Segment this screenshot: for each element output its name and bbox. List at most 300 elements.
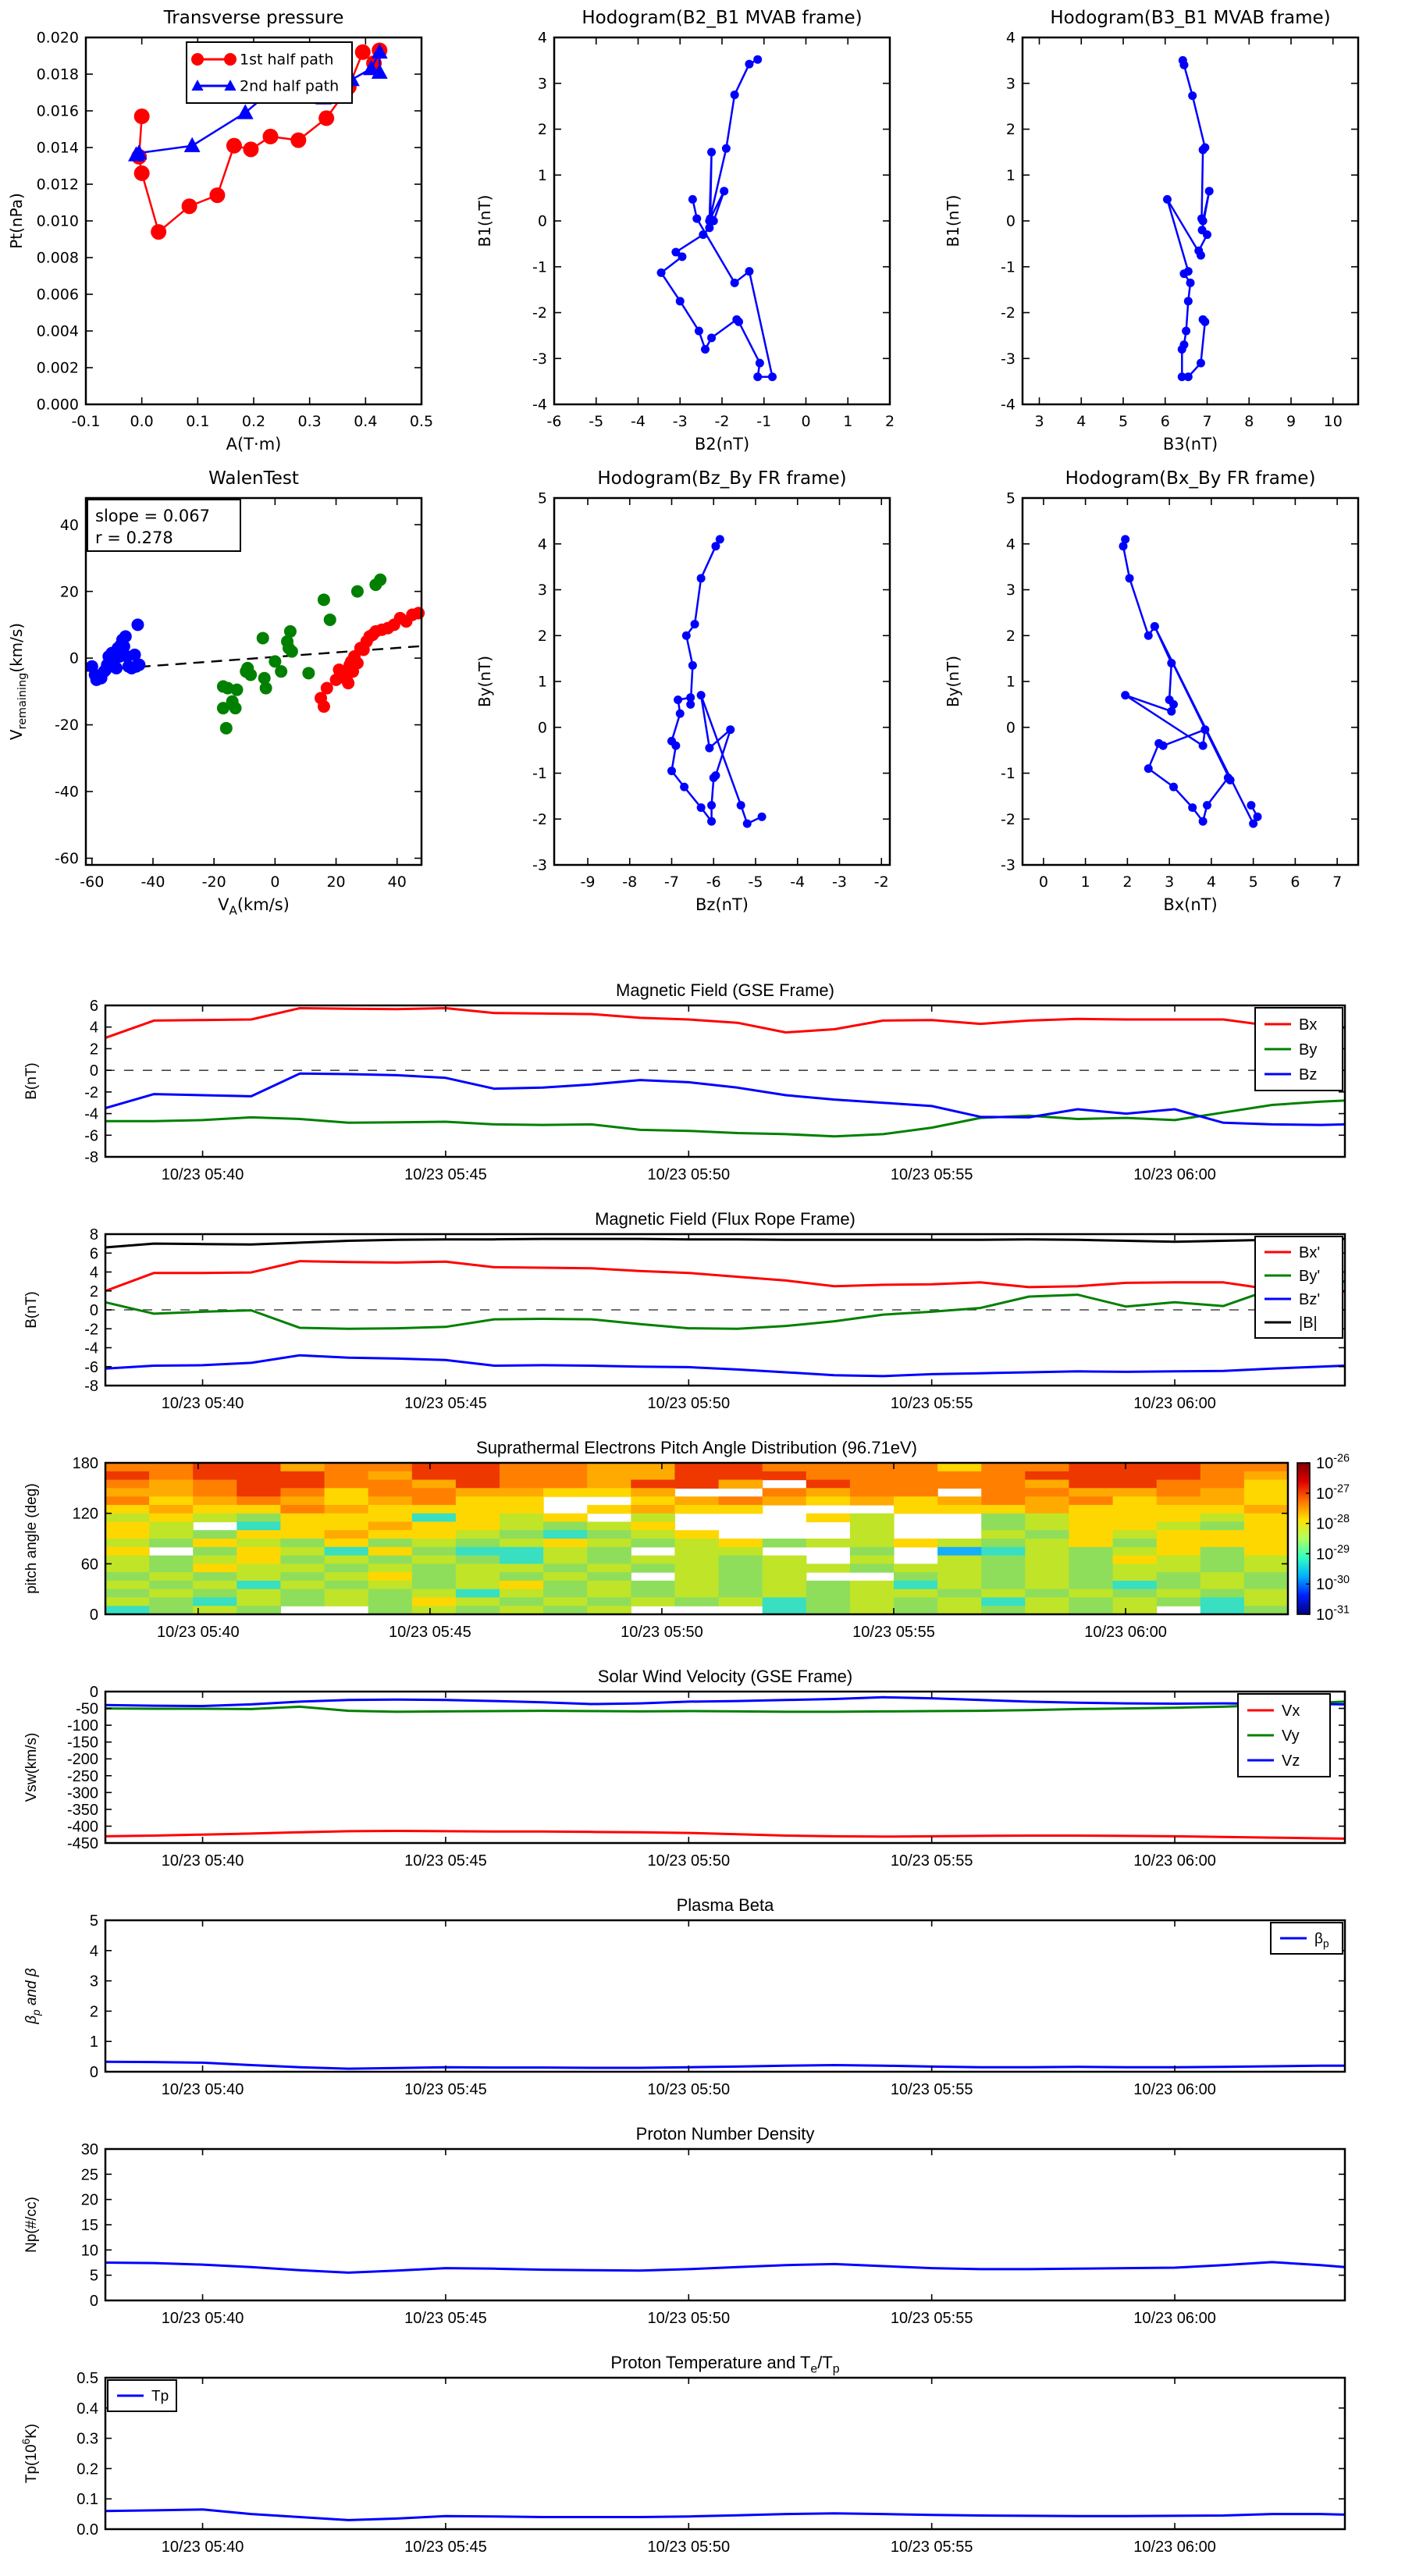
y-tick-label: 0.006: [36, 286, 79, 304]
x-tick-label: -2: [714, 413, 730, 430]
circle-marker: [745, 60, 753, 69]
x-tick-label: 0.1: [186, 413, 210, 430]
legend-label: Tp: [151, 2388, 169, 2405]
x-tick-label: 10/23 05:50: [647, 1395, 731, 1412]
legend-label: 1st half path: [240, 51, 334, 69]
circle-marker: [768, 372, 777, 381]
colorbar-label: $10^{-29}$: [1316, 1543, 1350, 1564]
x-tick-label: -5: [589, 413, 604, 430]
panel-title: WalenTest: [208, 468, 299, 489]
x-tick-label: 8: [1244, 413, 1254, 430]
y-tick-label: -1: [1001, 765, 1016, 783]
circle-marker: [1151, 622, 1159, 631]
y-tick-label: 4: [1005, 29, 1016, 47]
y-tick-label: 180: [72, 1455, 98, 1472]
x-tick-label: 10/23 05:40: [161, 1852, 244, 1870]
circle-marker: [720, 187, 728, 195]
circle-marker: [1197, 251, 1205, 260]
circle-marker: [1169, 783, 1178, 792]
x-tick-label: 2: [884, 413, 895, 430]
x-axis-label: $V_A(km/s)$: [218, 895, 290, 918]
circle-marker: [1163, 195, 1172, 204]
circle-marker: [286, 646, 298, 658]
x-tick-label: -0.1: [71, 413, 101, 430]
circle-marker: [699, 230, 707, 239]
circle-marker: [1184, 372, 1193, 381]
circle-marker: [1226, 776, 1235, 785]
annotation-line: slope = 0.067: [95, 507, 210, 525]
x-tick-label: 10/23 05:45: [404, 1166, 487, 1183]
legend-label: 2nd half path: [240, 77, 340, 95]
x-tick-label: 10/23 05:50: [647, 2081, 731, 2098]
y-tick-label: 0.010: [36, 212, 79, 230]
y-tick-label: 0: [1005, 719, 1016, 737]
y-tick-label: -2: [532, 304, 547, 322]
circle-marker: [324, 614, 336, 626]
circle-marker: [151, 224, 166, 240]
x-tick-label: 10/23 05:50: [647, 2310, 731, 2327]
circle-marker: [657, 269, 666, 277]
circle-marker: [671, 742, 680, 750]
y-tick-label: 4: [89, 1019, 98, 1037]
circle-marker: [351, 585, 364, 598]
y-tick-label: 0.008: [36, 249, 79, 267]
circle-marker: [1121, 691, 1129, 699]
y-axis-label: $\beta_p$ and β: [23, 1968, 42, 2024]
y-tick-label: -60: [54, 850, 79, 868]
legend-label: Bz': [1299, 1291, 1321, 1308]
x-tick-label: -8: [622, 873, 638, 891]
y-tick-label: 0.0: [76, 2521, 98, 2539]
y-tick-label: 4: [537, 29, 547, 47]
colorbar-label: $10^{-26}$: [1316, 1452, 1350, 1472]
circle-marker: [1200, 725, 1209, 734]
y-tick-label: -1: [1001, 258, 1016, 276]
x-tick-label: 5: [1118, 413, 1129, 430]
colorbar-label: $10^{-31}$: [1316, 1603, 1350, 1624]
x-tick-label: 6: [1160, 413, 1170, 430]
circle-marker: [701, 345, 710, 354]
circle-marker: [290, 133, 306, 148]
y-tick-label: 0.020: [36, 29, 79, 47]
panel-magnetic-field-gse: [0, 977, 1405, 1206]
x-tick-label: 10/23 05:45: [389, 1624, 471, 1641]
legend-label: By: [1299, 1041, 1318, 1059]
x-tick-label: 0: [270, 873, 280, 891]
circle-marker: [318, 593, 330, 606]
y-tick-label: 2: [89, 2003, 98, 2021]
x-tick-label: 7: [1332, 873, 1343, 891]
axes-border: [554, 498, 890, 865]
x-tick-label: 10/23 05:40: [161, 2310, 244, 2327]
y-tick-label: 0.000: [36, 396, 79, 414]
y-tick-label: 3: [1005, 75, 1016, 93]
circle-marker: [753, 372, 762, 381]
y-tick-label: 6: [89, 998, 98, 1015]
annotation-box: [87, 500, 240, 551]
x-tick-label: 10/23 05:40: [161, 1395, 244, 1412]
panel-magnetic-field-flux-rope: [0, 1206, 1405, 1435]
circle-marker: [412, 607, 425, 619]
x-tick-label: 10/23 05:45: [404, 2539, 487, 2556]
y-tick-label: -2: [84, 1321, 98, 1339]
y-tick-label: 2: [537, 121, 547, 139]
y-tick-label: 15: [80, 2217, 98, 2234]
x-tick-label: 10/23 05:45: [404, 1852, 487, 1870]
x-axis-label: A(T·m): [226, 435, 282, 454]
circle-marker: [731, 91, 739, 99]
y-tick-label: 0.1: [76, 2491, 98, 2509]
colorbar: [1297, 1453, 1350, 1624]
x-tick-label: -2: [873, 873, 889, 891]
axes-border: [105, 2149, 1345, 2300]
y-tick-label: 30: [80, 2141, 98, 2158]
circle-marker: [743, 820, 752, 828]
circle-marker: [1167, 659, 1176, 667]
x-tick-label: 10/23 05:55: [890, 2081, 973, 2098]
y-tick-label: 2: [89, 1041, 98, 1059]
vertical-spacer: [0, 921, 1405, 977]
x-tick-label: 0: [801, 413, 811, 430]
x-tick-label: -5: [748, 873, 763, 891]
circle-marker: [667, 767, 676, 775]
y-axis-label: $V_{remaining}(km/s)$: [7, 622, 29, 741]
x-tick-label: 10/23 05:55: [890, 2310, 973, 2327]
y-tick-label: -6: [84, 1127, 98, 1145]
circle-marker: [260, 682, 272, 695]
y-tick-label: -4: [84, 1340, 98, 1357]
y-tick-label: 4: [89, 1264, 98, 1282]
circle-marker: [705, 744, 713, 753]
x-tick-label: 10/23 06:00: [1133, 2081, 1216, 2098]
x-tick-label: 0.5: [409, 413, 434, 430]
x-tick-label: 9: [1286, 413, 1297, 430]
axes-border: [105, 1920, 1345, 2072]
y-tick-label: -1: [532, 258, 547, 276]
y-tick-label: 0.018: [36, 66, 79, 84]
circle-marker: [1188, 91, 1197, 100]
y-axis-label: By(nT): [944, 655, 962, 708]
y-tick-label: 0.002: [36, 359, 79, 377]
circle-marker: [318, 700, 330, 713]
x-tick-label: 4: [1206, 873, 1216, 891]
y-tick-label: -4: [1001, 396, 1016, 414]
y-axis-label: B1(nT): [475, 194, 494, 247]
x-tick-label: 5: [1248, 873, 1258, 891]
x-tick-label: 3: [1034, 413, 1044, 430]
axes-border: [105, 1692, 1345, 1843]
data-line: [105, 1261, 1345, 1292]
y-tick-label: 20: [59, 583, 79, 601]
hodogram-bx-by-chart: [937, 461, 1405, 921]
circle-marker: [1199, 817, 1208, 826]
y-tick-label: -8: [84, 1378, 98, 1395]
colorbar-label: $10^{-30}$: [1316, 1573, 1350, 1594]
x-tick-label: -4: [790, 873, 806, 891]
x-tick-label: 10/23 05:40: [156, 1624, 240, 1641]
y-tick-label: 6: [89, 1245, 98, 1263]
x-axis-label: Bz(nT): [695, 895, 749, 914]
circle-marker: [1254, 813, 1262, 821]
circle-marker: [691, 620, 699, 628]
x-tick-label: -1: [756, 413, 772, 430]
circle-marker: [1178, 345, 1186, 354]
y-tick-label: -2: [84, 1083, 98, 1101]
x-tick-label: 10/23 05:55: [890, 1166, 973, 1183]
proton-temperature-chart: [0, 2350, 1405, 2576]
circle-marker: [1199, 217, 1208, 226]
x-tick-label: -6: [546, 413, 562, 430]
y-tick-label: 0.5: [76, 2370, 98, 2387]
y-tick-label: 1: [537, 673, 547, 691]
panel-title: Hodogram(B3_B1 MVAB frame): [1050, 8, 1331, 28]
panel-proton-number-density: [0, 2121, 1405, 2350]
legend: [108, 2380, 176, 2411]
circle-marker: [224, 53, 237, 66]
circle-marker: [745, 267, 753, 276]
y-tick-label: 120: [72, 1505, 98, 1523]
data-line: [105, 1009, 1345, 1038]
circle-marker: [1154, 739, 1163, 748]
legend-label: $\beta_p$: [1314, 1930, 1329, 1950]
y-tick-label: 1: [537, 166, 547, 184]
x-tick-label: -60: [80, 873, 105, 891]
circle-marker: [342, 677, 354, 689]
y-tick-label: 2: [89, 1283, 98, 1300]
legend-label: Vz: [1282, 1752, 1300, 1770]
hodogram-b3-b1-chart: [937, 0, 1405, 461]
y-tick-label: 0: [69, 649, 79, 667]
x-tick-label: 10/23 06:00: [1133, 2539, 1216, 2556]
x-tick-label: 10/23 05:45: [404, 1395, 487, 1412]
y-tick-label: 40: [59, 516, 79, 534]
y-tick-label: 0: [89, 1684, 98, 1701]
data-line: [105, 1073, 1345, 1125]
legend-label: Bx': [1299, 1244, 1321, 1261]
circle-marker: [680, 783, 688, 792]
magnetic-field-gse-chart: [0, 977, 1405, 1206]
x-tick-label: 10/23 06:00: [1084, 1624, 1167, 1641]
circle-marker: [1247, 801, 1255, 809]
y-tick-label: 5: [89, 1912, 98, 1930]
x-axis-label: B3(nT): [1162, 435, 1218, 454]
x-tick-label: -3: [832, 873, 847, 891]
y-tick-label: 0.014: [36, 139, 79, 157]
legend-label: Vy: [1282, 1727, 1300, 1745]
axes-border: [554, 37, 890, 404]
circle-marker: [674, 696, 682, 704]
circle-marker: [707, 333, 716, 342]
circle-marker: [1199, 742, 1208, 750]
data-line: [672, 539, 763, 824]
x-axis-label: B2(nT): [694, 435, 750, 454]
panel-proton-temperature: [0, 2350, 1405, 2576]
y-tick-label: 0: [537, 719, 547, 737]
y-tick-label: 0: [89, 2064, 98, 2081]
x-tick-label: -7: [664, 873, 679, 891]
circle-marker: [711, 771, 720, 780]
panel-title: Proton Number Density: [635, 2124, 815, 2144]
panel-hodogram-b3-b1: [937, 0, 1405, 461]
panel-plasma-beta: [0, 1892, 1405, 2121]
x-tick-label: -6: [706, 873, 721, 891]
x-tick-label: 3: [1165, 873, 1175, 891]
data-line: [105, 2262, 1345, 2273]
data-line: [1123, 539, 1257, 824]
y-tick-label: -8: [84, 1149, 98, 1166]
y-tick-label: 60: [80, 1556, 98, 1574]
circle-marker: [1203, 230, 1211, 239]
y-tick-label: 0.004: [36, 322, 79, 340]
y-tick-label: 0.2: [76, 2460, 98, 2478]
legend: [1255, 1008, 1343, 1091]
magnetic-field-flux-rope-chart: [0, 1206, 1405, 1435]
data-line: [105, 1239, 1345, 1247]
y-tick-label: 0: [89, 1606, 98, 1624]
x-tick-label: -40: [140, 873, 165, 891]
x-tick-label: 10/23 05:55: [890, 2539, 973, 2556]
data-line: [105, 2062, 1345, 2069]
circle-marker: [705, 223, 713, 232]
circle-marker: [1197, 359, 1205, 368]
circle-marker: [711, 542, 720, 550]
circle-marker: [676, 297, 685, 305]
circle-marker: [697, 574, 706, 582]
y-tick-label: 0: [1005, 212, 1016, 230]
x-tick-label: 10/23 05:40: [161, 1166, 244, 1183]
circle-marker: [355, 44, 371, 60]
circle-marker: [697, 691, 706, 699]
x-tick-label: 7: [1202, 413, 1212, 430]
circle-marker: [351, 657, 364, 670]
y-axis-label: $Tp(10^6K)$: [20, 2423, 40, 2484]
y-tick-label: 10: [80, 2242, 98, 2260]
circle-marker: [318, 110, 334, 126]
data-line: [105, 2510, 1345, 2521]
circle-marker: [1144, 764, 1153, 773]
transverse-pressure-chart: [0, 0, 468, 461]
y-tick-label: 5: [537, 489, 547, 507]
x-tick-label: 10/23 05:55: [852, 1624, 935, 1641]
circle-marker: [243, 141, 258, 157]
x-tick-label: 10/23 05:50: [647, 1166, 731, 1183]
x-tick-label: 10/23 05:45: [404, 2081, 487, 2098]
panel-hodogram-b2-b1: [468, 0, 937, 461]
circle-marker: [756, 359, 764, 368]
y-tick-label: 4: [89, 1942, 98, 1960]
x-tick-label: 10/23 05:40: [161, 2081, 244, 2098]
solar-wind-velocity-chart: [0, 1663, 1405, 1892]
circle-marker: [731, 279, 739, 287]
x-tick-label: 10/23 06:00: [1133, 1852, 1216, 1870]
panel-title: Hodogram(B2_B1 MVAB frame): [582, 8, 863, 28]
y-tick-label: 20: [80, 2191, 98, 2209]
x-tick-label: 20: [326, 873, 346, 891]
y-tick-label: 0: [89, 1302, 98, 1319]
circle-marker: [131, 618, 144, 631]
legend: [1271, 1923, 1343, 1954]
data-line: [105, 1282, 1345, 1329]
y-tick-label: 3: [537, 75, 547, 93]
y-tick-label: -250: [66, 1767, 98, 1785]
data-line: [105, 1355, 1345, 1376]
legend-label: Bz: [1299, 1066, 1318, 1083]
circle-marker: [1184, 297, 1193, 305]
circle-marker: [119, 630, 132, 642]
y-axis-label: Vsw(km/s): [23, 1732, 40, 1802]
circle-marker: [735, 318, 743, 326]
y-tick-label: 8: [89, 1226, 98, 1244]
circle-marker: [726, 725, 735, 734]
panel-walen-test: [0, 461, 468, 921]
circle-marker: [692, 215, 701, 223]
annotation-line: r = 0.278: [95, 528, 173, 547]
y-tick-label: -200: [66, 1751, 98, 1769]
y-tick-label: 0: [537, 212, 547, 230]
y-tick-label: 5: [1005, 489, 1016, 507]
circle-marker: [758, 813, 767, 821]
data-line: [105, 1697, 1345, 1706]
top-grid: [0, 0, 1405, 921]
panel-title: Solar Wind Velocity (GSE Frame): [597, 1667, 853, 1686]
circle-marker: [688, 661, 697, 670]
y-axis-label: B(nT): [23, 1291, 40, 1329]
y-axis-label: pitch angle (deg): [23, 1483, 40, 1594]
x-tick-label: 10/23 05:55: [890, 1395, 973, 1412]
x-tick-label: 10/23 05:50: [647, 2539, 731, 2556]
x-axis-label: Bx(nT): [1163, 895, 1218, 914]
x-tick-label: 10/23 05:45: [404, 2310, 487, 2327]
y-tick-label: 2: [537, 627, 547, 645]
y-axis-label: Np(#/cc): [23, 2197, 40, 2253]
y-tick-label: -450: [66, 1835, 98, 1852]
y-tick-label: -150: [66, 1734, 98, 1752]
panel-title: Transverse pressure: [163, 8, 344, 28]
data-line: [105, 1831, 1345, 1839]
circle-marker: [707, 801, 716, 809]
circle-marker: [688, 195, 697, 204]
circle-marker: [753, 55, 762, 64]
y-axis-label: By(nT): [475, 655, 494, 708]
panel-title: Plasma Beta: [676, 1895, 774, 1915]
axes-border: [105, 2378, 1345, 2529]
x-tick-label: 0.4: [354, 413, 378, 430]
x-tick-label: 0: [1038, 873, 1048, 891]
circle-marker: [1186, 279, 1195, 287]
x-tick-label: 4: [1076, 413, 1087, 430]
panel-title: Hodogram(Bx_By FR frame): [1065, 468, 1316, 489]
circle-marker: [302, 667, 315, 679]
y-tick-label: 3: [89, 1973, 98, 1991]
y-tick-label: -3: [1001, 856, 1016, 874]
circle-marker: [257, 632, 269, 644]
y-tick-label: -400: [66, 1818, 98, 1836]
circle-marker: [284, 625, 297, 638]
circle-marker: [1179, 61, 1188, 69]
x-tick-label: 6: [1290, 873, 1300, 891]
circle-marker: [1119, 542, 1128, 550]
y-tick-label: 2: [1005, 627, 1016, 645]
circle-marker: [275, 665, 287, 678]
circle-marker: [182, 198, 197, 214]
x-tick-label: 10/23 05:55: [890, 1852, 973, 1870]
y-tick-label: 0.4: [76, 2400, 98, 2418]
x-tick-label: -9: [580, 873, 596, 891]
y-tick-label: 0.012: [36, 176, 79, 194]
circle-marker: [1188, 803, 1197, 812]
y-tick-label: 5: [89, 2267, 98, 2285]
hodogram-b2-b1-chart: [468, 0, 937, 461]
